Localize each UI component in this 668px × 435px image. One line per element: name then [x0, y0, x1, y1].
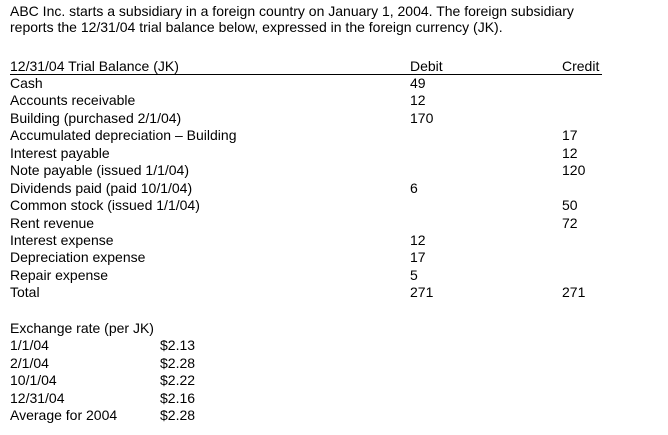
rate-value: $2.28	[160, 354, 196, 371]
account-label: Accounts receivable	[10, 92, 136, 109]
trial-balance-table	[10, 75, 602, 302]
debit-value: 6	[410, 179, 418, 196]
credit-value: 12	[562, 144, 578, 161]
account-label: Repair expense	[10, 266, 109, 283]
table-row	[10, 232, 602, 249]
total-label: Total	[10, 284, 40, 301]
intro-paragraph	[10, 3, 660, 35]
table-row	[10, 162, 602, 179]
rate-value: $2.28	[160, 407, 196, 424]
total-row	[10, 284, 602, 301]
table-row	[10, 215, 602, 232]
account-label: Cash	[10, 75, 43, 91]
intro-line-1: ABC Inc. starts a subsidiary in a foreign country on January 1, 2004. The foreign subsidiary	[10, 3, 574, 19]
account-label: Depreciation expense	[10, 249, 146, 266]
table-row	[10, 267, 602, 284]
rate-date-label: Average for 2004	[10, 407, 118, 424]
account-label: Interest expense	[10, 231, 114, 248]
exchange-rate-row	[10, 337, 270, 355]
total-credit-value: 271	[562, 284, 586, 301]
rate-value: $2.22	[160, 372, 196, 389]
trial-balance-header	[10, 58, 602, 75]
exchange-rate-table	[10, 320, 270, 425]
credit-column-header: Credit	[562, 58, 600, 74]
debit-value: 170	[410, 109, 434, 126]
debit-column-header: Debit	[410, 58, 443, 74]
exchange-rate-row	[10, 355, 270, 373]
exchange-rate-row	[10, 390, 270, 408]
account-label: Interest payable	[10, 144, 110, 161]
account-label: Building (purchased 2/1/04)	[10, 109, 182, 126]
exchange-rate-row	[10, 372, 270, 390]
table-row	[10, 145, 602, 162]
table-row	[10, 249, 602, 266]
rate-value: $2.13	[160, 337, 196, 353]
rate-date-label: 12/31/04	[10, 389, 65, 406]
table-row	[10, 92, 602, 109]
rate-date-label: 10/1/04	[10, 372, 57, 389]
account-label: Common stock (issued 1/1/04)	[10, 197, 200, 214]
account-label: Note payable (issued 1/1/04)	[10, 162, 189, 179]
intro-line-2: reports the 12/31/04 trial balance below, expressed in the foreign currency (JK).	[10, 19, 503, 35]
table-row	[10, 197, 602, 214]
account-label: Accumulated depreciation – Building	[10, 127, 237, 144]
credit-value: 17	[562, 127, 578, 144]
debit-value: 17	[410, 249, 426, 266]
debit-value: 12	[410, 92, 426, 109]
rate-date-label: 1/1/04	[10, 337, 49, 353]
table-row	[10, 180, 602, 197]
table-row	[10, 127, 602, 144]
table-row	[10, 110, 602, 127]
rate-value: $2.16	[160, 389, 196, 406]
debit-value: 5	[410, 266, 418, 283]
account-label: Rent revenue	[10, 214, 95, 231]
credit-value: 120	[562, 162, 586, 179]
exchange-rate-title: Exchange rate (per JK)	[10, 320, 154, 336]
table-row	[10, 75, 602, 92]
credit-value: 50	[562, 197, 578, 214]
debit-value: 12	[410, 231, 426, 248]
account-label: Dividends paid (paid 10/1/04)	[10, 179, 193, 196]
total-debit-value: 271	[410, 284, 434, 301]
rate-date-label: 2/1/04	[10, 354, 49, 371]
credit-value: 72	[562, 214, 578, 231]
trial-balance-title: 12/31/04 Trial Balance (JK)	[10, 58, 179, 74]
debit-value: 49	[410, 75, 426, 91]
exchange-rate-row	[10, 407, 270, 425]
